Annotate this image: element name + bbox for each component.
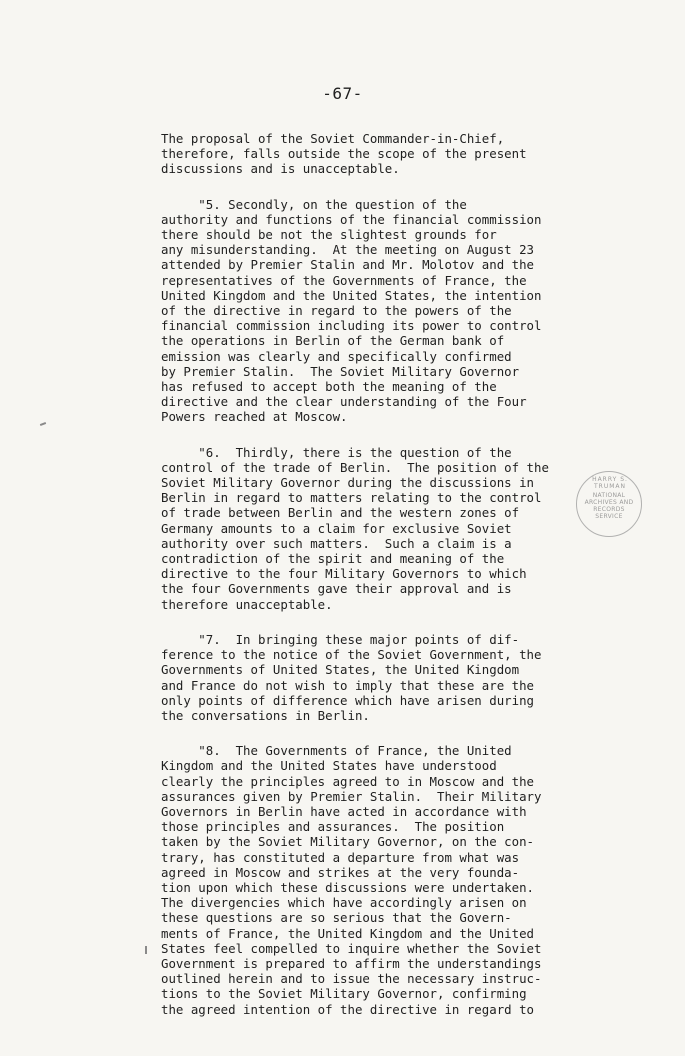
paragraph-8: "8. The Governments of France, the United Kingdom and the United States have understood clearly the principles agreed to in Moscow and the assurances given by Premier Stalin. Their Military Governors in Berlin have acted in accordance with those principles and assurances. The position taken by the Soviet Military Governor, on the con- trary, has constituted a departure from what was agreed in Moscow and strikes at the very founda- tion upon which these discussions were undertaken. The divergencies which have accordingly arisen on these questions are so serious that the Govern- ments of France, the United Kingdom and the United States feel compelled to inquire whether the Soviet Government is prepared to affirm the understandings outlined herein and to issue the necessary instruc- tions to the Soviet Military Governor, confirming the agreed intention of the directive in regard to [161,743,542,1017]
stamp-line: RECORDS [593,506,625,513]
stamp-line: NATIONAL [592,492,626,499]
stamp-arc-text: HARRY S. TRUMAN [592,476,628,490]
scan-mark [40,422,46,426]
page-number: -67- [322,84,363,103]
paragraph-continuation: The proposal of the Soviet Commander-in-Chief, therefore, falls outside the scope of the present discussions and is unacceptable. [161,131,527,177]
paragraph-5: "5. Secondly, on the question of the authority and functions of the financial commission there should be not the slightest grounds for any misunderstanding. At the meeting on August 23 attended by Premier Stalin and Mr. Molotov and the representatives of the Governments of France, the United Kingdom and the United States, the intention of the directive in regard to the powers of the financial commission including its power to control the operations in Berlin of the German bank of emission was clearly and specifically confirmed by Premier Stalin. The Soviet Military Governor has refused to accept both the meaning of the directive and the clear understanding of the Four Powers reached at Moscow. [161,196,542,425]
archive-stamp-seal [576,471,642,537]
document-body [161,131,601,1037]
stamp-line: SERVICE [595,513,623,520]
stamp-line: ARCHIVES AND [584,499,634,506]
paragraph-6: "6. Thirdly, there is the question of the control of the trade of Berlin. The position of the Soviet Military Governor during the discussions in Berlin in regard to matters relating to the control of trade between Berlin and the western zones of Germany amounts to a claim for exclusive Soviet authority over such matters. Such a claim is a contradiction of the spirit and meaning of the directive to the four Military Governors to which the four Governments gave their approval and is therefore unacceptable. [161,444,549,612]
paragraph-7: "7. In bringing these major points of dif- ference to the notice of the Soviet Government, the Governments of United States, the United Kingdom and France do not wish to imply that these are the only points of difference which have arisen during the conversations in Berlin. [161,631,542,723]
scan-mark [145,946,147,954]
